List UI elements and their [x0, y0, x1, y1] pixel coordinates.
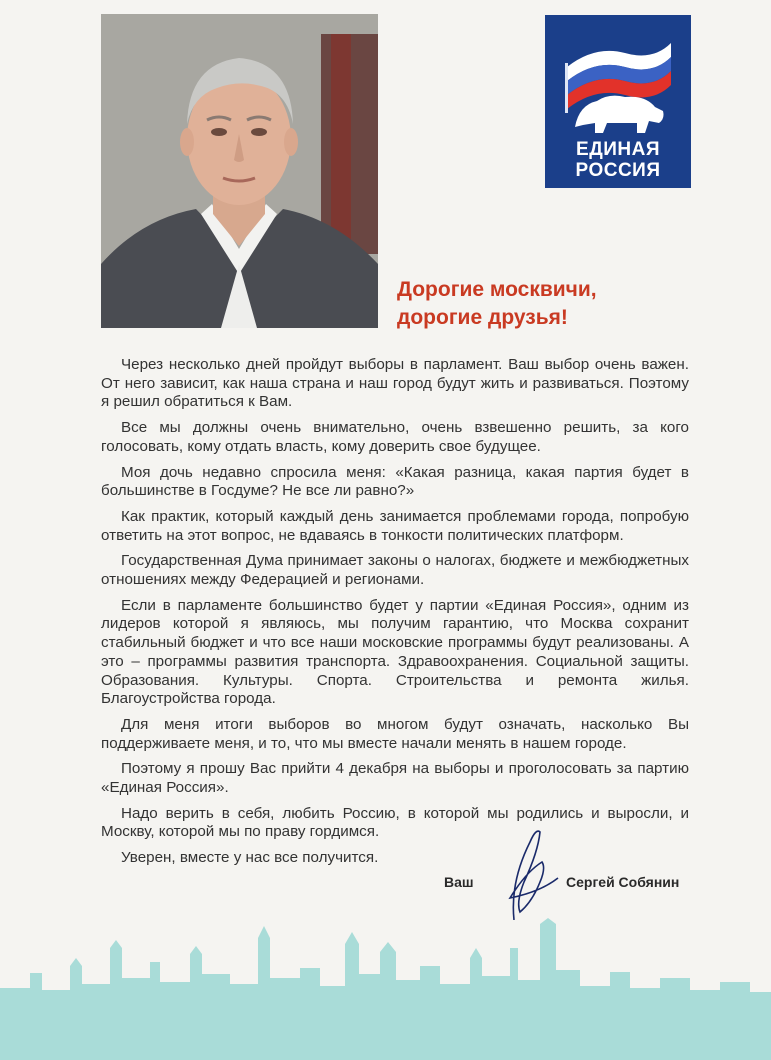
party-logo: [545, 15, 691, 188]
greeting-line2: дорогие друзья!: [397, 306, 568, 329]
handwritten-signature: [480, 830, 570, 920]
paragraph: Если в парламенте большинство будет у партии «Единая Россия», одним из лидеров которой я являюсь, мы получим гарантию, что Москва сохранит стабильный бюджет и что все наши московские программы будут реализованы. А это – программы развития транспорта. Здравоохранения. Социальной защиты. Образования. Культуры. Спорта. Строительства и ремонта жилья. Благоустройства города.: [101, 596, 689, 708]
paragraph: Надо верить в себя, любить Россию, в которой мы родились и выросли, и Москву, которой мы по праву гордимся.: [101, 804, 689, 841]
paragraph: Все мы должны очень внимательно, очень взвешенно решить, за кого голосовать, кому отдать власть, кому доверить свое будущее.: [101, 419, 689, 455]
paragraph: Для меня итоги выборов во многом будут означать, насколько Вы поддерживаете меня, и то, что мы вместе начали менять в нашем городе.: [101, 715, 689, 752]
paragraph: Государственная Дума принимает законы о налогах, бюджете и межбюджетных отношениях между Федерацией и регионами.: [101, 552, 689, 589]
paragraph: Уверен, вместе у нас все получится.: [121, 849, 379, 867]
portrait-illustration: [101, 14, 378, 328]
letter-body: [101, 356, 689, 875]
greeting-line1: Дорогие москвичи,: [397, 278, 597, 301]
portrait-photo: [101, 14, 378, 328]
paragraph: Моя дочь недавно спросила меня: «Какая разница, какая партия будет в большинстве в Госдуме? Не все ли равно?»: [101, 463, 689, 500]
moscow-skyline-illustration: [0, 918, 771, 1060]
paragraph: Как практик, который каждый день занимается проблемами города, попробую ответить на этот вопрос, не вдаваясь в тонкости политических платформ.: [101, 507, 689, 544]
paragraph: Поэтому я прошу Вас прийти 4 декабря на выборы и проголосовать за партию «Единая Россия».: [101, 760, 689, 797]
signature-prefix: Ваш: [444, 874, 474, 890]
party-name-line1: ЕДИНАЯ: [576, 139, 660, 160]
paragraph: Через несколько дней пройдут выборы в парламент. Ваш выбор очень важен. От него зависит, как наша страна и наш город будут жить и развиваться. Поэтому я решил обратиться к Вам.: [101, 356, 689, 411]
signature-name: Сергей Собянин: [566, 874, 680, 890]
party-name-line2: РОССИЯ: [575, 160, 661, 181]
greeting-heading: [397, 276, 597, 332]
